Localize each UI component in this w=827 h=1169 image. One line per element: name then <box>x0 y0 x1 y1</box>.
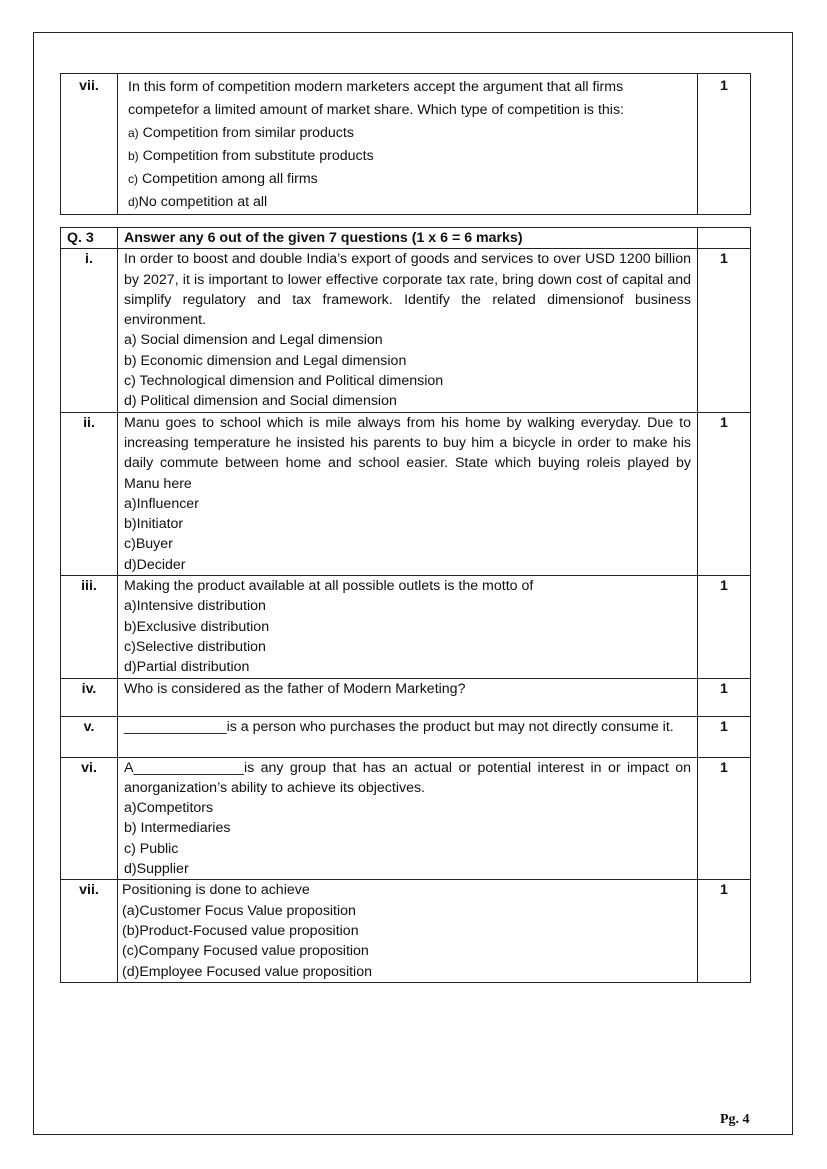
marks-cell: 1 <box>698 249 751 412</box>
question-cell <box>118 576 698 678</box>
q3-instruction: Answer any 6 out of the given 7 questions (1 x 6 = 6 marks) <box>118 228 698 249</box>
page-number: Pg. 4 <box>720 1112 750 1127</box>
empty-cell <box>698 228 751 249</box>
option: (d)Employee Focused value proposition <box>122 963 372 980</box>
option: c) Public <box>124 840 179 857</box>
question-cell <box>118 678 698 716</box>
question-cell <box>118 716 698 757</box>
marks-cell: 1 <box>698 576 751 678</box>
question-cell <box>118 412 698 575</box>
question-number: i. <box>61 249 118 412</box>
option: d)Decider <box>124 556 186 573</box>
table-row <box>61 249 751 412</box>
option: a)Competitors <box>124 800 214 817</box>
q2-table <box>60 73 751 215</box>
option: c) Technological dimension and Political dimension <box>124 373 444 390</box>
option: b) Competition from substitute products <box>128 148 374 164</box>
table-row <box>61 757 751 880</box>
option: (a)Customer Focus Value proposition <box>122 902 356 919</box>
question-cell <box>118 880 698 982</box>
table-row <box>61 880 751 982</box>
marks-cell: 1 <box>698 880 751 982</box>
question-number: vii. <box>61 74 118 215</box>
option: a) Social dimension and Legal dimension <box>124 332 383 349</box>
table-row <box>61 678 751 716</box>
question-cell <box>118 74 698 215</box>
option: b)Exclusive distribution <box>124 618 270 635</box>
q3-table <box>60 227 751 983</box>
question-cell <box>118 757 698 880</box>
option: d)Supplier <box>124 861 189 878</box>
answer-blank: _____________ <box>124 718 227 735</box>
answer-blank: ______________ <box>133 759 244 776</box>
question-number: ii. <box>61 412 118 575</box>
question-prefix: A <box>124 759 134 776</box>
marks-cell: 1 <box>698 412 751 575</box>
question-text: Manu goes to school which is mile always from his home by walking everyday. Due to increasing temperature he insisted his parents to buy him a bicycle in order to make his daily commute between home and school easier. State which buying roleis played by Manu here <box>124 414 691 492</box>
option: (b)Product-Focused value proposition <box>122 922 359 939</box>
question-text: is any group that has an actual or potential interest in or impact on anorganization’s ability to achieve its objectives. <box>124 759 691 796</box>
option: b) Intermediaries <box>124 820 231 837</box>
q3-header-row <box>61 228 751 249</box>
option: a)Intensive distribution <box>124 598 266 615</box>
question-text: In this form of competition modern marketers accept the argument that all firms competefor a limited amount of market share. Which type of competition is this: <box>128 79 624 118</box>
option: d) Political dimension and Social dimension <box>124 393 397 410</box>
question-number: v. <box>61 716 118 757</box>
option: b) Economic dimension and Legal dimension <box>124 352 407 369</box>
question-number: vii. <box>61 880 118 982</box>
table-row <box>61 74 751 215</box>
marks-cell: 1 <box>698 678 751 716</box>
option: b)Initiator <box>124 516 184 533</box>
option: d)No competition at all <box>128 194 268 210</box>
marks-cell: 1 <box>698 74 751 215</box>
question-text: is a person who purchases the product but may not directly consume it. <box>226 718 674 735</box>
option: d)Partial distribution <box>124 659 250 676</box>
option: a) Competition from similar products <box>128 125 354 141</box>
question-text: Positioning is done to achieve <box>122 882 310 899</box>
table-row <box>61 412 751 575</box>
marks-cell: 1 <box>698 757 751 880</box>
option: a)Influencer <box>124 495 199 512</box>
question-number: iv. <box>61 678 118 716</box>
question-cell <box>118 249 698 412</box>
table-row <box>61 576 751 678</box>
question-text: Making the product available at all possible outlets is the motto of <box>124 578 534 595</box>
question-number: vi. <box>61 757 118 880</box>
option: c)Selective distribution <box>124 638 266 655</box>
question-number: iii. <box>61 576 118 678</box>
question-text: Who is considered as the father of Modern Marketing? <box>124 680 466 697</box>
marks-cell: 1 <box>698 716 751 757</box>
question-text: In order to boost and double India’s export of goods and services to over USD 1200 billion by 2027, it is important to lower effective corporate tax rate, bring down cost of capital and simplify regulatory and tax framework. Identify the related dimensionof business environment. <box>124 251 691 329</box>
table-row <box>61 716 751 757</box>
option: c) Competition among all firms <box>128 171 318 187</box>
q3-label: Q. 3 <box>61 228 118 249</box>
option: c)Buyer <box>124 536 173 553</box>
option: (c)Company Focused value proposition <box>122 943 369 960</box>
